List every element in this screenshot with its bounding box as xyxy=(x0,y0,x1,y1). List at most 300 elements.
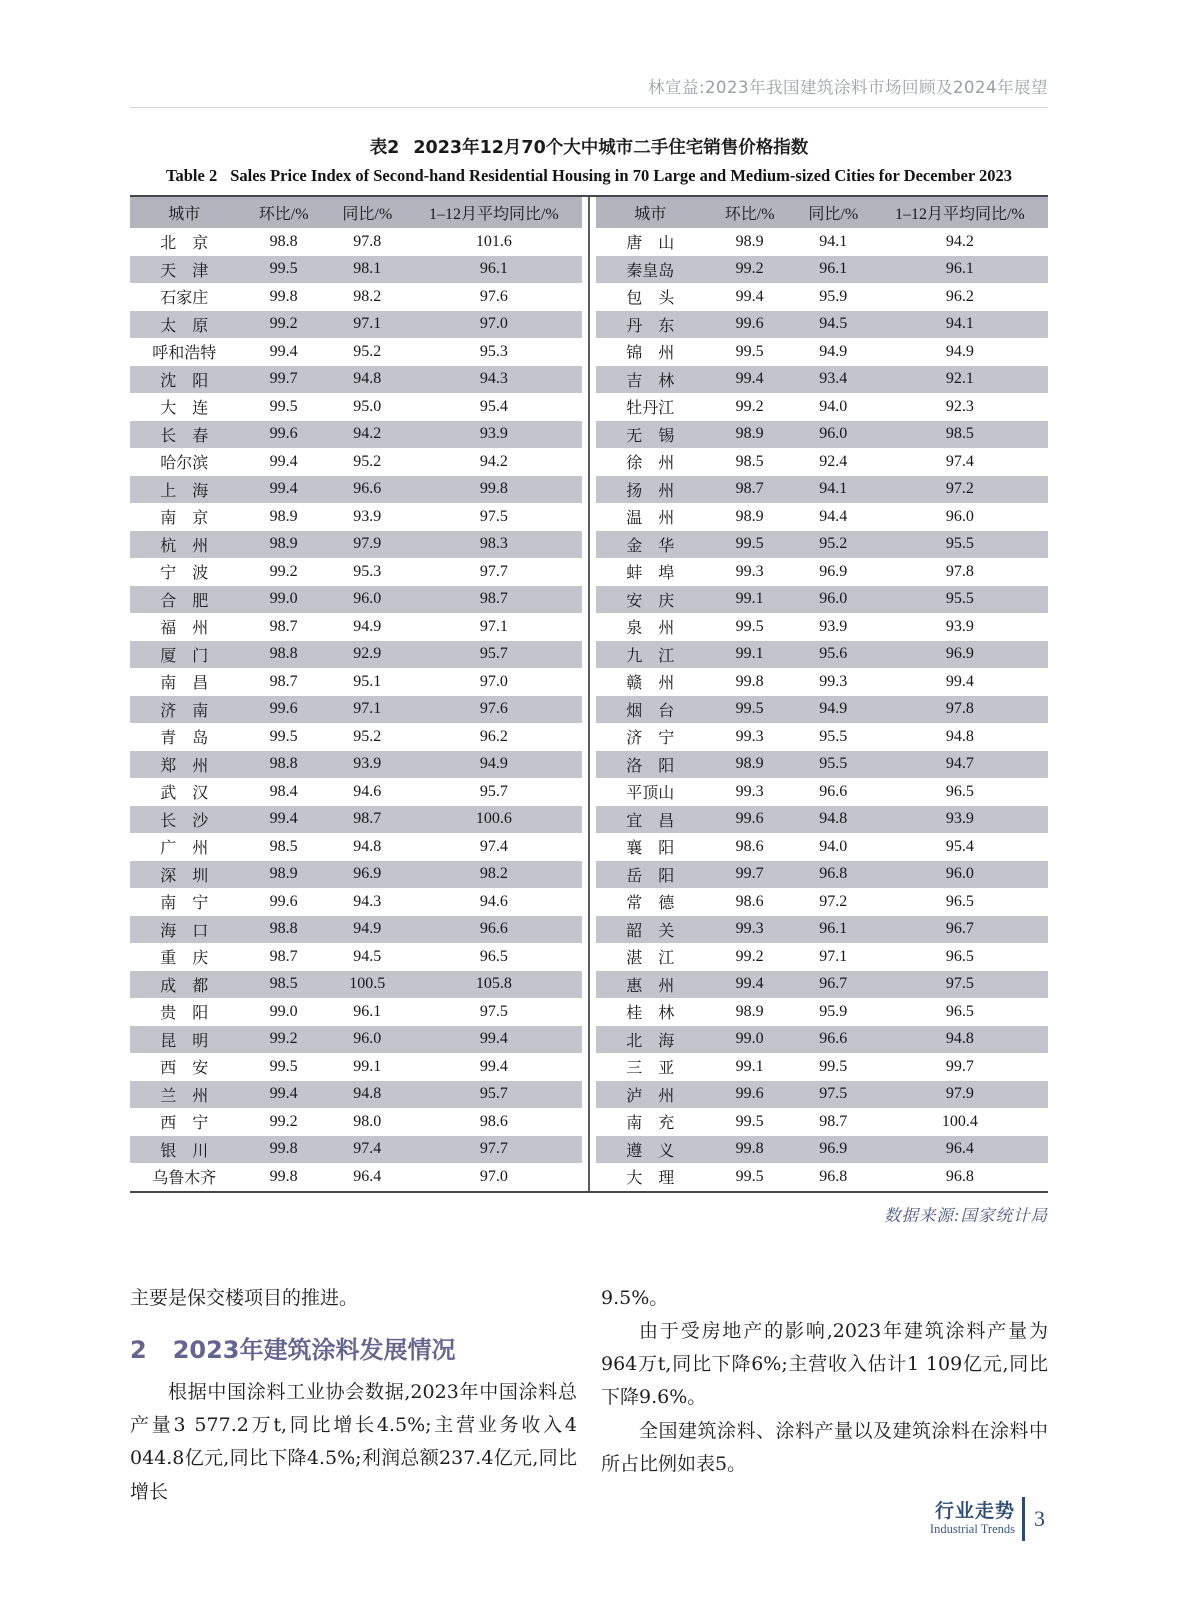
table-cell: 深 圳 xyxy=(130,861,238,889)
table-cell: 97.5 xyxy=(795,1081,872,1109)
table-cell: 101.6 xyxy=(475,232,512,250)
table-cell: 98.3 xyxy=(406,531,582,559)
table-cell: 98.7 xyxy=(819,1112,848,1130)
table-cell: 94.3 xyxy=(406,366,582,394)
table-cell: 99.4 xyxy=(704,971,794,999)
table-row xyxy=(130,778,582,806)
table-cell: 96.0 xyxy=(329,1026,406,1054)
table-cell: 94.8 xyxy=(945,727,974,745)
footer-section-labels xyxy=(930,1501,1015,1538)
table-row xyxy=(130,1026,582,1054)
table-row xyxy=(596,1108,1048,1136)
table-row xyxy=(130,1081,582,1109)
table-cell: 95.1 xyxy=(353,672,382,690)
table-cell: 96.1 xyxy=(353,1002,382,1020)
table-cell: 96.9 xyxy=(329,861,406,889)
table-cell: 泸 州 xyxy=(596,1081,704,1109)
table-cell: 襄 阳 xyxy=(626,840,675,858)
paragraph: 全国建筑涂料、涂料产量以及建筑涂料在涂料中所占比例如表5。 xyxy=(601,1419,1048,1475)
table-cell: 97.5 xyxy=(872,971,1048,999)
table-cell: 95.6 xyxy=(795,641,872,669)
table-cell: 99.5 xyxy=(704,696,794,724)
table-cell: 95.5 xyxy=(872,531,1048,559)
table-cell: 95.4 xyxy=(945,837,974,855)
table-cell: 99.2 xyxy=(735,947,764,965)
table-cell: 99.2 xyxy=(704,256,794,284)
table-cell: 105.8 xyxy=(406,971,582,999)
table-cell: 96.1 xyxy=(406,256,582,284)
column-header: 1–12月平均同比/% xyxy=(406,197,582,228)
table-cell: 96.5 xyxy=(945,892,974,910)
table-row xyxy=(130,531,582,559)
table-row xyxy=(596,1163,1048,1191)
table-cell: 大 连 xyxy=(160,400,209,418)
table-cell: 94.9 xyxy=(945,342,974,360)
table-cell: 97.9 xyxy=(329,531,406,559)
table-cell: 福 州 xyxy=(160,620,209,638)
table-cell: 96.5 xyxy=(945,1002,974,1020)
table-row xyxy=(596,531,1048,559)
table-row xyxy=(596,833,1048,861)
table-row xyxy=(130,943,582,971)
table-cell: 大 理 xyxy=(626,1170,675,1188)
table-cell: 丹 东 xyxy=(596,311,704,339)
table-cell: 97.2 xyxy=(819,892,848,910)
table-cell: 100.5 xyxy=(329,971,406,999)
table-cell: 哈尔滨 xyxy=(160,455,209,473)
table-cell: 长 春 xyxy=(130,421,238,449)
paragraph: 根据中国涂料工业协会数据,2023年中国涂料总产量3 577.2万t,同比增长4.5%;主营业务收入4 044.8亿元,同比下降4.5%;利润总额237.4亿元,同比增长 xyxy=(130,1380,577,1503)
table-cell: 98.4 xyxy=(269,782,298,800)
table-cell: 99.4 xyxy=(238,476,328,504)
table-cell: 96.9 xyxy=(795,1136,872,1164)
table-right-half xyxy=(596,197,1048,1191)
table-cell: 济 宁 xyxy=(626,730,675,748)
table-cell: 99.2 xyxy=(238,311,328,339)
table-cell: 95.5 xyxy=(819,727,848,745)
table-cell: 郑 州 xyxy=(130,751,238,779)
table-cell: 99.2 xyxy=(269,1112,298,1130)
table-cell: 97.5 xyxy=(479,1002,508,1020)
table-cell: 96.0 xyxy=(872,861,1048,889)
table-row xyxy=(130,751,582,779)
table-cell: 96.6 xyxy=(406,916,582,944)
table-cell: 94.5 xyxy=(795,311,872,339)
table-cell: 三 亚 xyxy=(626,1060,675,1078)
table-cell: 95.2 xyxy=(353,342,382,360)
table-cell: 合 肥 xyxy=(130,586,238,614)
table-cell: 94.8 xyxy=(872,1026,1048,1054)
table-cell: 温 州 xyxy=(626,510,675,528)
table-header-row xyxy=(596,197,1048,228)
table-cell: 99.6 xyxy=(238,696,328,724)
table-cell: 呼和浩特 xyxy=(152,345,217,363)
table-cell: 南 充 xyxy=(626,1115,675,1133)
price-index-table xyxy=(130,195,1048,1193)
table-cell: 无 锡 xyxy=(596,421,704,449)
table-cell: 98.9 xyxy=(735,1002,764,1020)
table-cell: 99.4 xyxy=(238,1081,328,1109)
table-cell: 96.6 xyxy=(795,1026,872,1054)
table-cell: 99.5 xyxy=(269,1057,298,1075)
table-cell: 厦 门 xyxy=(130,641,238,669)
table-cell: 99.6 xyxy=(238,421,328,449)
table-cell: 99.8 xyxy=(269,287,298,305)
table-row xyxy=(130,833,582,861)
table-cell: 洛 阳 xyxy=(596,751,704,779)
table-cell: 94.2 xyxy=(479,452,508,470)
table-cell: 沈 阳 xyxy=(130,366,238,394)
table-row xyxy=(596,1026,1048,1054)
table-row xyxy=(130,256,582,284)
table-cell: 99.0 xyxy=(269,1002,298,1020)
table-cell: 天 津 xyxy=(130,256,238,284)
table-cell: 北 京 xyxy=(160,235,209,253)
column-header: 1–12月平均同比/% xyxy=(872,197,1048,228)
table-cell: 95.9 xyxy=(819,287,848,305)
table-cell: 96.1 xyxy=(795,916,872,944)
table-cell: 97.8 xyxy=(872,696,1048,724)
table-cell: 95.2 xyxy=(353,452,382,470)
table-cell: 平顶山 xyxy=(626,785,675,803)
table-row xyxy=(596,613,1048,641)
table-row xyxy=(130,613,582,641)
table-cell: 99.3 xyxy=(735,782,764,800)
table-row xyxy=(596,586,1048,614)
table-cell: 96.8 xyxy=(819,1167,848,1185)
table-cell: 包 头 xyxy=(626,290,675,308)
table-cell: 95.7 xyxy=(406,1081,582,1109)
table-cell: 唐 山 xyxy=(626,235,675,253)
table-cell: 九 江 xyxy=(596,641,704,669)
table-cell: 97.7 xyxy=(479,562,508,580)
table-cell: 95.2 xyxy=(353,727,382,745)
table-cell: 98.7 xyxy=(406,586,582,614)
table-cell: 99.4 xyxy=(735,287,764,305)
table-cell: 94.8 xyxy=(329,1081,406,1109)
table-row xyxy=(130,668,582,696)
table-row xyxy=(596,943,1048,971)
table-row xyxy=(130,1136,582,1164)
table-cell: 广 州 xyxy=(160,840,209,858)
table-number-zh: 表2 xyxy=(369,138,400,158)
table-cell: 97.1 xyxy=(329,311,406,339)
table-cell: 100.6 xyxy=(406,806,582,834)
table-cell: 98.0 xyxy=(353,1112,382,1130)
table-cell: 94.1 xyxy=(795,476,872,504)
table-cell: 98.9 xyxy=(269,507,298,525)
table-cell: 92.9 xyxy=(329,641,406,669)
table-cell: 98.9 xyxy=(704,751,794,779)
table-cell: 93.9 xyxy=(872,806,1048,834)
table-cell: 99.7 xyxy=(238,366,328,394)
table-divider xyxy=(588,197,590,1191)
table-row xyxy=(130,1108,582,1136)
table-cell: 秦皇岛 xyxy=(596,256,704,284)
table-row xyxy=(596,421,1048,449)
table-cell: 乌鲁木齐 xyxy=(152,1170,217,1188)
table-cell: 98.8 xyxy=(238,641,328,669)
table-cell: 94.4 xyxy=(819,507,848,525)
table-row xyxy=(596,971,1048,999)
table-row xyxy=(130,888,582,916)
table-cell: 99.8 xyxy=(269,1167,298,1185)
table-row xyxy=(596,1081,1048,1109)
table-cell: 94.9 xyxy=(819,342,848,360)
table-cell: 94.9 xyxy=(329,916,406,944)
table-cell: 宜 昌 xyxy=(596,806,704,834)
table-row xyxy=(130,228,582,256)
table-row xyxy=(596,366,1048,394)
table-row xyxy=(130,806,582,834)
table-cell: 92.1 xyxy=(872,366,1048,394)
table-cell: 吉 林 xyxy=(596,366,704,394)
table-cell: 96.5 xyxy=(945,947,974,965)
table-row xyxy=(130,448,582,476)
table-cell: 99.6 xyxy=(704,311,794,339)
table-cell: 99.0 xyxy=(238,586,328,614)
table-row xyxy=(130,861,582,889)
table-cell: 西 安 xyxy=(160,1060,209,1078)
table-cell: 99.6 xyxy=(269,892,298,910)
table-cell: 98.5 xyxy=(238,971,328,999)
table-cell: 97.0 xyxy=(479,1167,508,1185)
table-cell: 贵 阳 xyxy=(160,1005,209,1023)
table-cell: 94.6 xyxy=(479,892,508,910)
table-cell: 99.6 xyxy=(704,806,794,834)
table-cell: 98.8 xyxy=(269,232,298,250)
table-cell: 99.4 xyxy=(945,672,974,690)
table-row xyxy=(130,916,582,944)
table-cell: 98.9 xyxy=(238,531,328,559)
table-cell: 南 昌 xyxy=(160,675,209,693)
table-row xyxy=(596,338,1048,366)
table-cell: 97.9 xyxy=(872,1081,1048,1109)
table-cell: 96.5 xyxy=(945,782,974,800)
table-title-en xyxy=(130,166,1048,186)
table-title-zh xyxy=(130,134,1048,159)
table-right-body xyxy=(596,228,1048,1191)
table-row xyxy=(596,311,1048,339)
table-cell: 98.9 xyxy=(735,507,764,525)
table-cell: 94.9 xyxy=(406,751,582,779)
table-cell: 97.6 xyxy=(479,287,508,305)
table-cell: 97.2 xyxy=(872,476,1048,504)
table-row xyxy=(596,393,1048,421)
table-cell: 太 原 xyxy=(130,311,238,339)
table-cell: 94.5 xyxy=(353,947,382,965)
running-head-text: 林宣益:2023年我国建筑涂料市场回顾及2024年展望 xyxy=(647,78,1048,97)
table-cell: 95.3 xyxy=(353,562,382,580)
table-cell: 99.2 xyxy=(735,397,764,415)
table-cell: 92.4 xyxy=(819,452,848,470)
table-cell: 93.9 xyxy=(406,421,582,449)
table-cell: 98.6 xyxy=(735,837,764,855)
table-cell: 赣 州 xyxy=(626,675,675,693)
column-header: 城市 xyxy=(130,197,238,228)
table-cell: 96.9 xyxy=(872,641,1048,669)
table-row xyxy=(130,503,582,531)
table-cell: 99.3 xyxy=(819,672,848,690)
table-cell: 93.9 xyxy=(329,751,406,779)
table-cell: 96.8 xyxy=(795,861,872,889)
table-row xyxy=(596,228,1048,256)
table-cell: 99.5 xyxy=(819,1057,848,1075)
column-header: 同比/% xyxy=(329,197,406,228)
table-cell: 扬 州 xyxy=(596,476,704,504)
table-row xyxy=(130,586,582,614)
table-row xyxy=(130,998,582,1026)
table-left-header xyxy=(130,197,582,228)
table-cell: 99.7 xyxy=(704,861,794,889)
table-cell: 95.5 xyxy=(872,586,1048,614)
table-row xyxy=(596,861,1048,889)
table-cell: 遵 义 xyxy=(596,1136,704,1164)
page-number: 3 xyxy=(1034,1506,1045,1531)
table-cell: 兰 州 xyxy=(130,1081,238,1109)
table-cell: 94.2 xyxy=(329,421,406,449)
table-cell: 94.2 xyxy=(945,232,974,250)
table-cell: 99.1 xyxy=(353,1057,382,1075)
table-cell: 99.6 xyxy=(704,1081,794,1109)
table-cell: 武 汉 xyxy=(160,785,209,803)
table-cell: 98.9 xyxy=(735,232,764,250)
body-column-left xyxy=(130,1282,577,1509)
table-cell: 94.0 xyxy=(819,837,848,855)
footer-divider-bar xyxy=(1022,1497,1025,1541)
table-cell: 西 宁 xyxy=(160,1115,209,1133)
table-cell: 93.9 xyxy=(819,617,848,635)
table-cell: 94.1 xyxy=(872,311,1048,339)
table-row xyxy=(130,641,582,669)
table-cell: 重 庆 xyxy=(160,950,209,968)
table-cell: 北 海 xyxy=(596,1026,704,1054)
table-cell: 97.8 xyxy=(353,232,382,250)
body-text xyxy=(130,1282,1048,1509)
table-cell: 98.1 xyxy=(329,256,406,284)
table-cell: 杭 州 xyxy=(130,531,238,559)
table-cell: 石家庄 xyxy=(160,290,209,308)
table-number-en: Table 2 xyxy=(166,166,218,185)
table-title-en-text: Sales Price Index of Second-hand Residential Housing in 70 Large and Medium-sized Cities for December 2023 xyxy=(230,166,1012,185)
table-header-row xyxy=(130,197,582,228)
table-cell: 99.4 xyxy=(269,452,298,470)
table-row xyxy=(596,558,1048,586)
table-cell: 96.6 xyxy=(819,782,848,800)
footer-section-zh: 行业走势 xyxy=(934,1499,1015,1522)
table-row xyxy=(596,641,1048,669)
table-cell: 锦 州 xyxy=(626,345,675,363)
table-cell: 99.7 xyxy=(945,1057,974,1075)
table-cell: 95.4 xyxy=(479,397,508,415)
table-cell: 99.5 xyxy=(735,1167,764,1185)
table-cell: 99.4 xyxy=(406,1026,582,1054)
table-cell: 98.2 xyxy=(353,287,382,305)
paragraph: 主要是保交楼项目的推进。 xyxy=(130,1286,359,1309)
table-cell: 安 庆 xyxy=(596,586,704,614)
table-cell: 96.7 xyxy=(795,971,872,999)
table-cell: 94.6 xyxy=(353,782,382,800)
table-cell: 青 岛 xyxy=(160,730,209,748)
table-cell: 94.9 xyxy=(795,696,872,724)
table-cell: 宁 波 xyxy=(160,565,209,583)
table-row xyxy=(596,1053,1048,1081)
table-cell: 南 宁 xyxy=(160,895,209,913)
table-cell: 98.6 xyxy=(735,892,764,910)
table-cell: 96.5 xyxy=(479,947,508,965)
table-cell: 97.0 xyxy=(406,311,582,339)
table-cell: 97.1 xyxy=(819,947,848,965)
table-cell: 95.7 xyxy=(406,641,582,669)
running-head xyxy=(130,0,1048,108)
table-cell: 93.4 xyxy=(795,366,872,394)
table-cell: 99.8 xyxy=(735,672,764,690)
table-cell: 97.4 xyxy=(329,1136,406,1164)
table-cell: 99.5 xyxy=(735,1112,764,1130)
table-cell: 98.7 xyxy=(269,617,298,635)
table-cell: 98.6 xyxy=(479,1112,508,1130)
table-cell: 99.2 xyxy=(238,1026,328,1054)
table-cell: 98.8 xyxy=(238,916,328,944)
table-cell: 98.5 xyxy=(269,837,298,855)
table-row xyxy=(130,971,582,999)
table-row xyxy=(130,421,582,449)
table-cell: 95.9 xyxy=(819,1002,848,1020)
table-row xyxy=(130,393,582,421)
table-cell: 惠 州 xyxy=(596,971,704,999)
table-cell: 95.2 xyxy=(795,531,872,559)
table-cell: 97.1 xyxy=(329,696,406,724)
table-cell: 99.1 xyxy=(735,1057,764,1075)
table-cell: 98.7 xyxy=(269,947,298,965)
table-cell: 99.5 xyxy=(735,617,764,635)
table-cell: 岳 阳 xyxy=(596,861,704,889)
table-cell: 94.3 xyxy=(353,892,382,910)
table-row xyxy=(130,723,582,751)
table-cell: 99.5 xyxy=(238,256,328,284)
paragraph: 由于受房地产的影响,2023年建筑涂料产量为964万t,同比下降6%;主营收入估计1 109亿元,同比下降9.6%。 xyxy=(601,1319,1048,1409)
table-cell: 98.9 xyxy=(704,421,794,449)
table-cell: 98.2 xyxy=(406,861,582,889)
table-row xyxy=(596,476,1048,504)
table-cell: 98.7 xyxy=(329,806,406,834)
table-cell: 97.1 xyxy=(479,617,508,635)
table-cell: 96.4 xyxy=(353,1167,382,1185)
table-title-zh-text: 2023年12月70个大中城市二手住宅销售价格指数 xyxy=(413,138,809,158)
table-cell: 98.7 xyxy=(269,672,298,690)
table-cell: 96.0 xyxy=(795,586,872,614)
table-cell: 桂 林 xyxy=(626,1005,675,1023)
table-row xyxy=(596,503,1048,531)
table-cell: 95.5 xyxy=(795,751,872,779)
table-cell: 96.1 xyxy=(795,256,872,284)
table-cell: 97.0 xyxy=(479,672,508,690)
page-footer xyxy=(930,1497,1045,1541)
table-row xyxy=(596,888,1048,916)
table-cell: 93.9 xyxy=(353,507,382,525)
table-cell: 98.7 xyxy=(704,476,794,504)
table-cell: 97.6 xyxy=(406,696,582,724)
table-cell: 100.4 xyxy=(941,1112,978,1130)
column-header: 同比/% xyxy=(795,197,872,228)
table-row xyxy=(130,366,582,394)
section-title: 2023年建筑涂料发展情况 xyxy=(172,1335,456,1364)
body-column-right xyxy=(601,1282,1048,1509)
table-cell: 97.4 xyxy=(945,452,974,470)
table-cell: 96.2 xyxy=(945,287,974,305)
table-cell: 98.5 xyxy=(735,452,764,470)
table-cell: 95.7 xyxy=(479,782,508,800)
